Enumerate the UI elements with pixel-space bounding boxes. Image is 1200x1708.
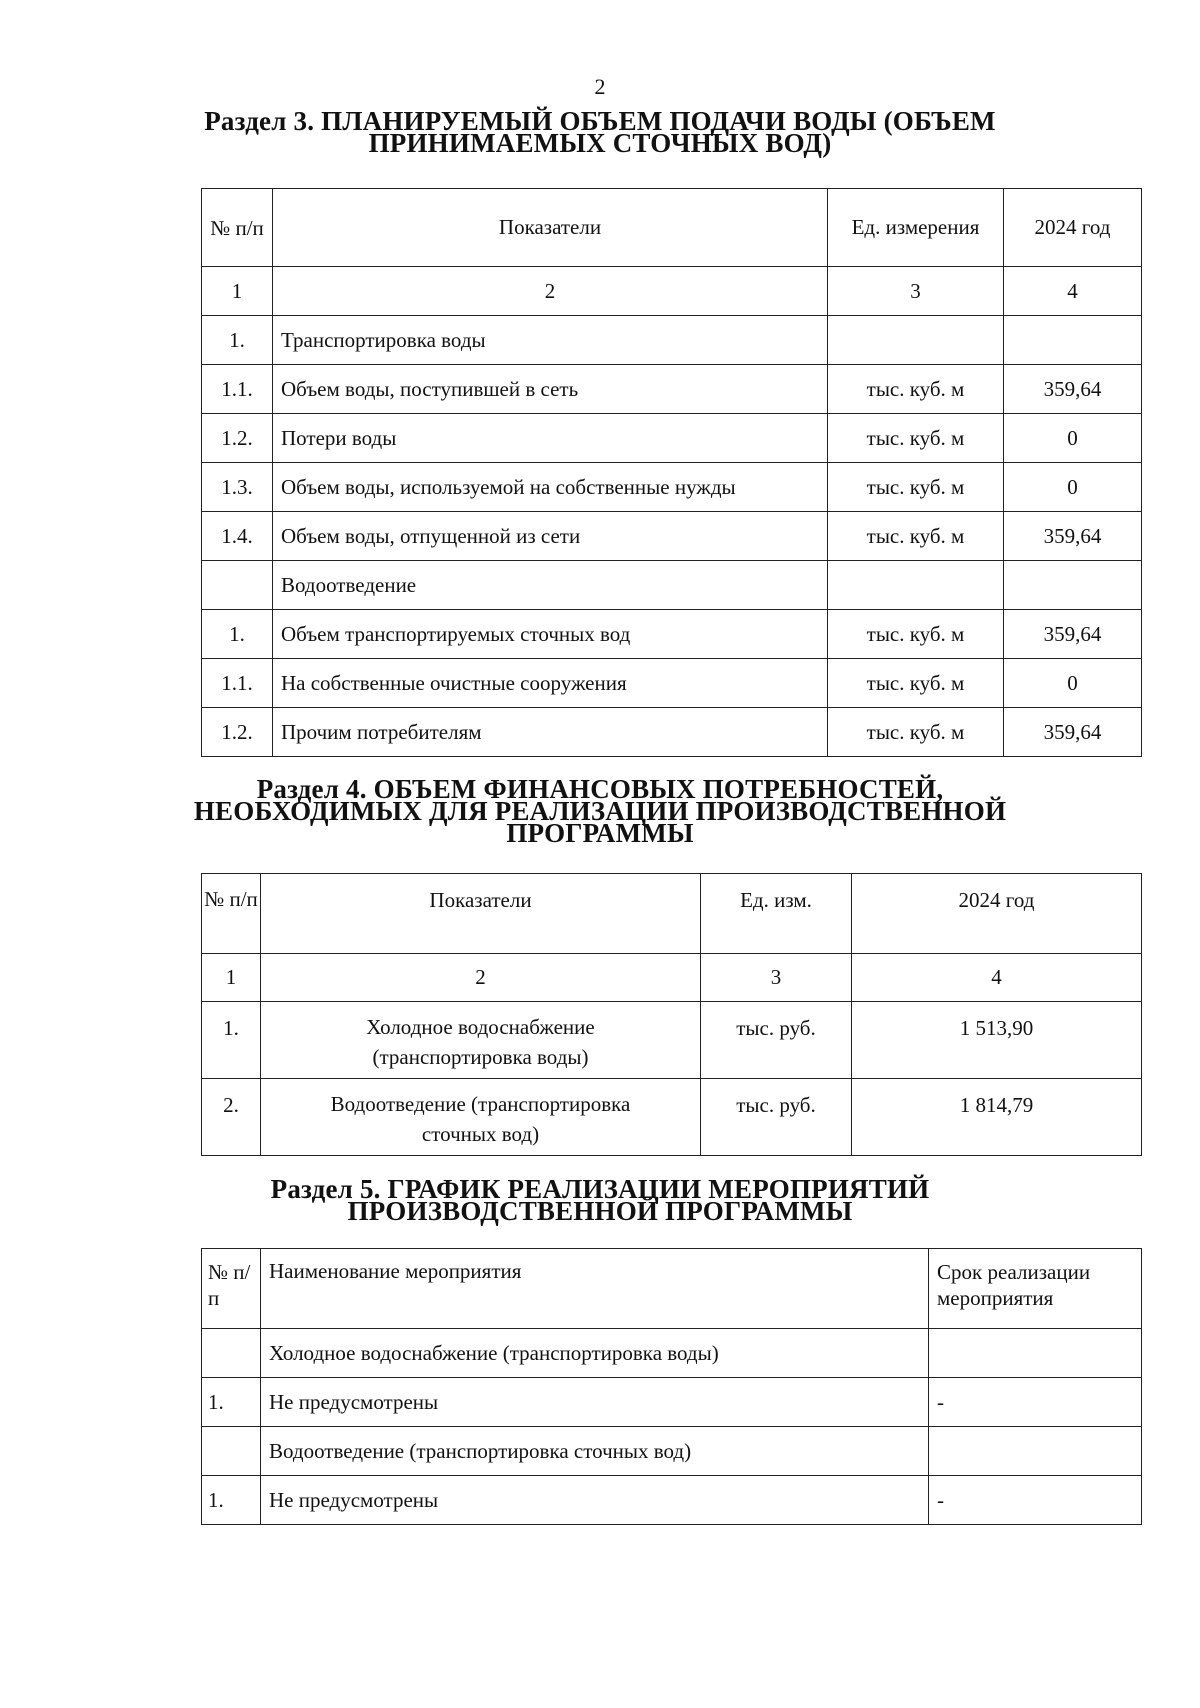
section4-title <box>0 774 1200 848</box>
row-num <box>202 1329 261 1378</box>
row-num: 1.1. <box>202 365 273 414</box>
row-name: Водоотведение (транспортировка сточных вод) <box>261 1427 929 1476</box>
section5-title <box>0 1174 1200 1226</box>
header-year: 2024 год <box>852 874 1142 954</box>
table-row <box>202 659 1142 708</box>
table-row <box>202 365 1142 414</box>
row-value: 1 513,90 <box>852 1002 1142 1079</box>
row-name: На собственные очистные сооружения <box>273 659 828 708</box>
row-value <box>1004 316 1142 365</box>
row-name: Прочим потребителям <box>273 708 828 757</box>
row-unit <box>828 316 1004 365</box>
row-num: 2. <box>202 1079 261 1156</box>
row-value: 359,64 <box>1004 512 1142 561</box>
col-number: 3 <box>828 267 1004 316</box>
page-number: 2 <box>594 74 606 99</box>
table-row <box>202 561 1142 610</box>
row-unit: тыс. куб. м <box>828 659 1004 708</box>
row-num: 1. <box>202 610 273 659</box>
header-num: № п/п <box>202 874 261 954</box>
row-value: 0 <box>1004 463 1142 512</box>
row-num: 1.2. <box>202 414 273 463</box>
row-value: 359,64 <box>1004 708 1142 757</box>
section4-table <box>201 873 1142 1156</box>
header-indicator: Показатели <box>261 874 701 954</box>
row-num: 1. <box>202 1002 261 1079</box>
row-name: Объем транспортируемых сточных вод <box>273 610 828 659</box>
row-name: Холодное водоснабжение (транспортировка воды) <box>261 1002 701 1079</box>
row-name: Объем воды, используемой на собственные нужды <box>273 463 828 512</box>
table-header-row <box>202 874 1142 954</box>
header-indicator: Показатели <box>273 189 828 267</box>
row-value: 0 <box>1004 659 1142 708</box>
row-num: 1. <box>202 316 273 365</box>
header-year: 2024 год <box>1004 189 1142 267</box>
table-row <box>202 1079 1142 1156</box>
table-row <box>202 610 1142 659</box>
row-value <box>1004 561 1142 610</box>
header-unit: Ед. изм. <box>701 874 852 954</box>
table-header-row <box>202 189 1142 267</box>
row-name: Объем воды, поступившей в сеть <box>273 365 828 414</box>
section5-table <box>201 1248 1142 1525</box>
row-name: Транспортировка воды <box>273 316 828 365</box>
col-number: 1 <box>202 267 273 316</box>
row-value: 359,64 <box>1004 610 1142 659</box>
col-number: 4 <box>852 954 1142 1002</box>
row-num <box>202 1427 261 1476</box>
section4-title-line: Раздел 4. ОБЪЕМ ФИНАНСОВЫХ ПОТРЕБНОСТЕЙ, <box>256 774 944 804</box>
table-row <box>202 316 1142 365</box>
col-number: 2 <box>273 267 828 316</box>
table-row <box>202 414 1142 463</box>
section5-title-line: ПРОИЗВОДСТВЕННОЙ ПРОГРАММЫ <box>347 1196 853 1226</box>
row-name: Объем воды, отпущенной из сети <box>273 512 828 561</box>
row-unit: тыс. руб. <box>701 1002 852 1079</box>
col-number: 2 <box>261 954 701 1002</box>
section3-table <box>201 188 1142 757</box>
header-num: № п/п <box>202 1249 261 1329</box>
col-number: 1 <box>202 954 261 1002</box>
header-event-name: Наименование мероприятия <box>261 1249 929 1329</box>
row-num: 1.1. <box>202 659 273 708</box>
col-number: 4 <box>1004 267 1142 316</box>
section3-title-line: Раздел 3. ПЛАНИРУЕМЫЙ ОБЪЕМ ПОДАЧИ ВОДЫ (ОБЪЕМ <box>204 106 996 136</box>
table-row <box>202 1002 1142 1079</box>
row-num: 1.3. <box>202 463 273 512</box>
col-number: 3 <box>701 954 852 1002</box>
row-num: 1. <box>202 1476 261 1525</box>
header-num: № п/п <box>202 189 273 267</box>
header-term: Срок реализации мероприятия <box>929 1249 1142 1329</box>
row-term: - <box>929 1476 1142 1525</box>
row-value: 1 814,79 <box>852 1079 1142 1156</box>
row-name: Водоотведение <box>273 561 828 610</box>
row-unit: тыс. куб. м <box>828 610 1004 659</box>
row-name: Холодное водоснабжение (транспортировка воды) <box>261 1329 929 1378</box>
row-unit: тыс. куб. м <box>828 414 1004 463</box>
header-unit: Ед. измерения <box>828 189 1004 267</box>
row-unit: тыс. куб. м <box>828 463 1004 512</box>
section3-title <box>0 106 1200 158</box>
row-term: - <box>929 1378 1142 1427</box>
row-name: Не предусмотрены <box>261 1378 929 1427</box>
table-row <box>202 1427 1142 1476</box>
row-unit: тыс. куб. м <box>828 365 1004 414</box>
section3-title-line: ПРИНИМАЕМЫХ СТОЧНЫХ ВОД) <box>368 128 832 158</box>
row-term <box>929 1329 1142 1378</box>
row-unit: тыс. куб. м <box>828 512 1004 561</box>
table-row <box>202 1378 1142 1427</box>
table-row <box>202 463 1142 512</box>
table-header-row <box>202 1249 1142 1329</box>
section5-title-line: Раздел 5. ГРАФИК РЕАЛИЗАЦИИ МЕРОПРИЯТИЙ <box>270 1174 930 1204</box>
row-unit <box>828 561 1004 610</box>
table-row <box>202 512 1142 561</box>
section4-title-line: НЕОБХОДИМЫХ ДЛЯ РЕАЛИЗАЦИИ ПРОИЗВОДСТВЕННОЙ <box>193 796 1007 826</box>
row-term <box>929 1427 1142 1476</box>
row-name: Потери воды <box>273 414 828 463</box>
column-number-row <box>202 954 1142 1002</box>
table-row <box>202 1329 1142 1378</box>
row-num: 1.2. <box>202 708 273 757</box>
row-num: 1.4. <box>202 512 273 561</box>
row-num: 1. <box>202 1378 261 1427</box>
row-unit: тыс. руб. <box>701 1079 852 1156</box>
section4-title-line: ПРОГРАММЫ <box>506 818 694 848</box>
row-value: 359,64 <box>1004 365 1142 414</box>
row-unit: тыс. куб. м <box>828 708 1004 757</box>
row-name: Водоотведение (транспортировка сточных вод) <box>261 1079 701 1156</box>
row-value: 0 <box>1004 414 1142 463</box>
column-number-row <box>202 267 1142 316</box>
table-row <box>202 1476 1142 1525</box>
row-num <box>202 561 273 610</box>
table-row <box>202 708 1142 757</box>
row-name: Не предусмотрены <box>261 1476 929 1525</box>
